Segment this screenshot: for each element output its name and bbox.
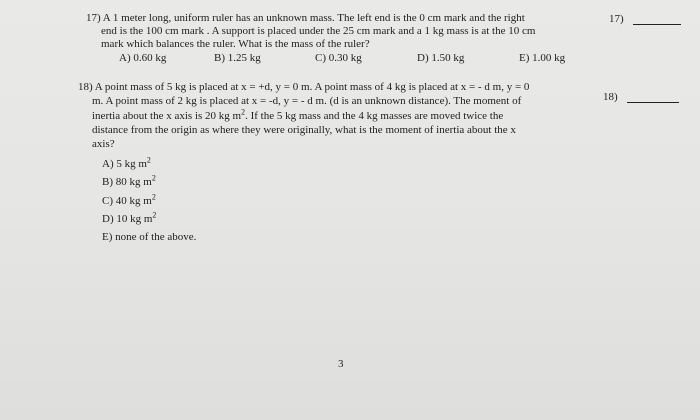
q18-choice-c-text: C) 40 kg m: [102, 195, 152, 207]
q17-choice-e: E) 1.00 kg: [519, 52, 566, 64]
q18-line-3-text: inertia about the x axis is 20 kg m: [92, 110, 242, 122]
q17-line-1: 17) A 1 meter long, uniform ruler has an unknown mass. The left end is the 0 cm mark and the right: [86, 12, 525, 24]
q18-choice-c-sup: 2: [151, 192, 156, 202]
q17-choice-d: D) 1.50 kg: [417, 52, 465, 64]
q18-choice-a-text: A) 5 kg m: [102, 158, 147, 170]
q18-line-5: axis?: [92, 138, 115, 150]
q18-answer-blank[interactable]: [627, 102, 679, 103]
q17-line-3: mark which balances the ruler. What is the mass of the ruler?: [101, 38, 370, 50]
q18-line-1: 18) A point mass of 5 kg is placed at x = +d, y = 0 m. A point mass of 4 kg is placed at x = - d m, y = 0: [78, 81, 530, 93]
q18-choice-d-text: D) 10 kg m: [102, 213, 153, 225]
q17-answer-blank[interactable]: [633, 24, 681, 25]
q18-choice-b-sup: 2: [151, 173, 156, 183]
q18-choice-b: [102, 173, 156, 189]
q18-line-2: m. A point mass of 2 kg is placed at x = -d, y = - d m. (d is an unknown distance). The moment of: [92, 95, 522, 107]
q18-choice-c: [102, 192, 156, 208]
q17-choice-a: A) 0.60 kg: [119, 52, 167, 64]
q18-choice-d-sup: 2: [152, 210, 157, 220]
q18-answer-label: 18): [603, 91, 618, 103]
q18-line-3-sup: 2: [241, 107, 246, 117]
q18-line-3-rest: . If the 5 kg mass and the 4 kg masses are moved twice the: [245, 110, 504, 122]
q18-choice-b-text: B) 80 kg m: [102, 176, 152, 188]
q17-choice-b: B) 1.25 kg: [214, 52, 261, 64]
q18-choice-d: [102, 210, 157, 226]
q18-line-4: distance from the origin as where they were originally, what is the moment of inertia about the x: [92, 124, 516, 136]
q17-choice-c: C) 0.30 kg: [315, 52, 362, 64]
q17-answer-label: 17): [609, 13, 624, 25]
q18-choice-a: [102, 155, 151, 171]
q18-line-3: [92, 107, 504, 123]
q17-line-2: end is the 100 cm mark . A support is placed under the 25 cm mark and a 1 kg mass is at the 10 cm: [101, 25, 536, 37]
q18-choice-a-sup: 2: [146, 155, 151, 165]
page-number: 3: [338, 358, 344, 370]
q18-choice-e: E) none of the above.: [102, 231, 197, 243]
